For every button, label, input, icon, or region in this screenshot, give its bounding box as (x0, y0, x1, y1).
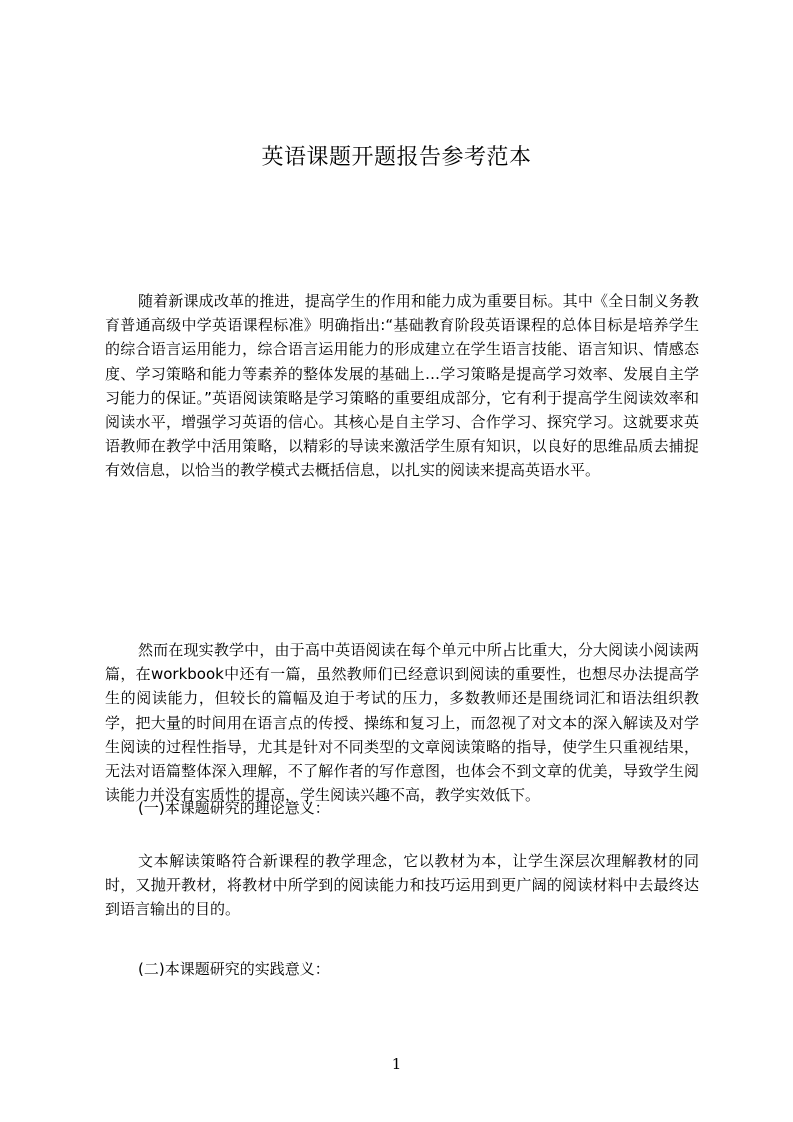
section-heading-practical-significance: (二)本课题研究的实践意义： (138, 960, 330, 978)
paragraph-theoretical-significance: 文本解读策略符合新课程的教学理念，它以教材为本，让学生深层次理解教材的同时，又抛开教材，将教材中所学到的阅读能力和技巧运用到更广阔的阅读材料中去最终达到语言输出的目的。 (105, 852, 699, 919)
paragraph-background: 随着新课成改革的推进，提高学生的作用和能力成为重要目标。其中《全日制义务教育普通高级中学英语课程标准》明确指出:“基础教育阶段英语课程的总体目标是培养学生的综合语言运用能力，综合语言运用能力的形成建立在学生语言技能、语言知识、情感态度、学习策略和能力等素养的整体发展的基础上…学习策略是提高学习效率、发展自主学习能力的保证。”英语阅读策略是学习策略的重要组成部分，它有利于提高学生阅读效率和阅读水平，增强学习英语的信心。其核心是自主学习、合作学习、探究学习。这就要求英语教师在教学中活用策略，以精彩的导读来激活学生原有知识，以良好的思维品质去捕捉有效信息，以恰当的教学模式去概括信息，以扎实的阅读来提高英语水平。 (105, 292, 699, 480)
document-title: 英语课题开题报告参考范本 (261, 145, 532, 170)
section-heading-theoretical-significance: (一)本课题研究的理论意义： (138, 799, 330, 817)
page-number: 1 (391, 1055, 402, 1073)
paragraph-current-situation: 然而在现实教学中，由于高中英语阅读在每个单元中所占比重大，分大阅读小阅读两篇，在workbook中还有一篇，虽然教师们已经意识到阅读的重要性，也想尽办法提高学生的阅读能力，但较长的篇幅及迫于考试的压力，多数教师还是围绕词汇和语法组织教学，把大量的时间用在语言点的传授、操练和复习上，而忽视了对文本的深入解读及对学生阅读的过程性指导，尤其是针对不同类型的文章阅读策略的指导，使学生只重视结果，无法对语篇整体深入理解，不了解作者的写作意图，也体会不到文章的优美，导致学生阅读能力并没有实质性的提高，学生阅读兴趣不高，教学实效低下。 (105, 641, 699, 805)
